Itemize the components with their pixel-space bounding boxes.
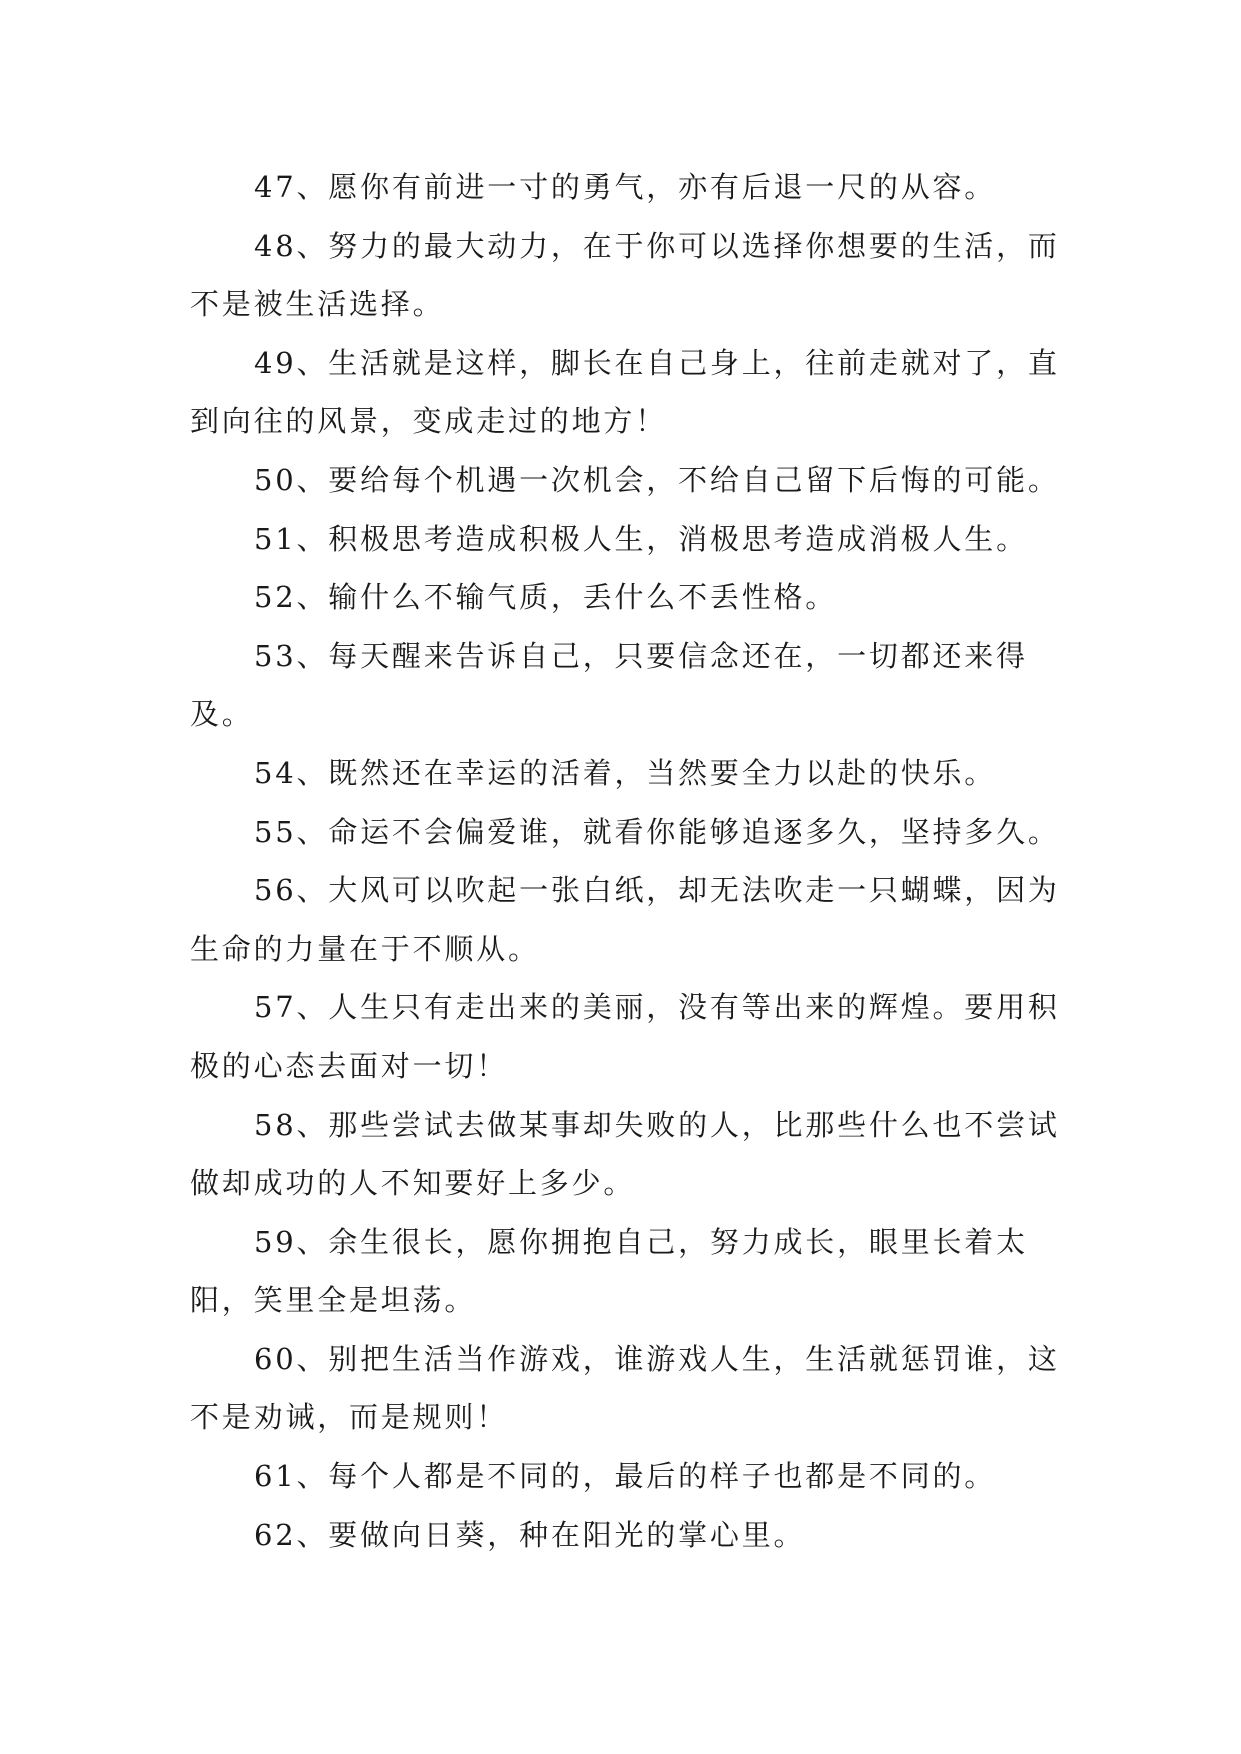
quote-paragraph-60: 60、别把生活当作游戏，谁游戏人生，生活就惩罚谁，这不是劝诫，而是规则！ [190, 1341, 1060, 1435]
quote-paragraph-53: 53、每天醒来告诉自己，只要信念还在，一切都还来得及。 [190, 638, 1028, 732]
document-body [190, 158, 1070, 1564]
quote-paragraph-58: 58、那些尝试去做某事却失败的人，比那些什么也不尝试做却成功的人不知要好上多少。 [190, 1107, 1060, 1201]
quote-paragraph-51: 51、积极思考造成积极人生，消极思考造成消极人生。 [254, 521, 1028, 556]
quote-paragraph-50: 50、要给每个机遇一次机会，不给自己留下后悔的可能。 [254, 462, 1060, 497]
quote-paragraph-59: 59、余生很长，愿你拥抱自己，努力成长，眼里长着太阳，笑里全是坦荡。 [190, 1224, 1028, 1318]
quote-paragraph-56: 56、大风可以吹起一张白纸，却无法吹走一只蝴蝶，因为生命的力量在于不顺从。 [190, 873, 1060, 966]
quote-paragraph-61: 61、每个人都是不同的，最后的样子也都是不同的。 [254, 1459, 997, 1494]
quote-paragraph-62: 62、要做向日葵，种在阳光的掌心里。 [254, 1517, 806, 1552]
quote-paragraph-57: 57、人生只有走出来的美丽，没有等出来的辉煌。要用积极的心态去面对一切！ [190, 990, 1060, 1083]
quote-paragraph-54: 54、既然还在幸运的活着，当然要全力以赴的快乐。 [254, 755, 997, 790]
quote-paragraph-52: 52、输什么不输气质，丢什么不丢性格。 [254, 580, 838, 615]
quote-paragraph-48: 48、努力的最大动力，在于你可以选择你想要的生活，而不是被生活选择。 [190, 228, 1060, 322]
quote-paragraph-55: 55、命运不会偏爱谁，就看你能够追逐多久，坚持多久。 [254, 814, 1060, 849]
quote-paragraph-47: 47、愿你有前进一寸的勇气，亦有后退一尺的从容。 [254, 170, 997, 204]
quote-paragraph-49: 49、生活就是这样，脚长在自己身上，往前走就对了，直到向往的风景，变成走过的地方！ [190, 345, 1060, 439]
